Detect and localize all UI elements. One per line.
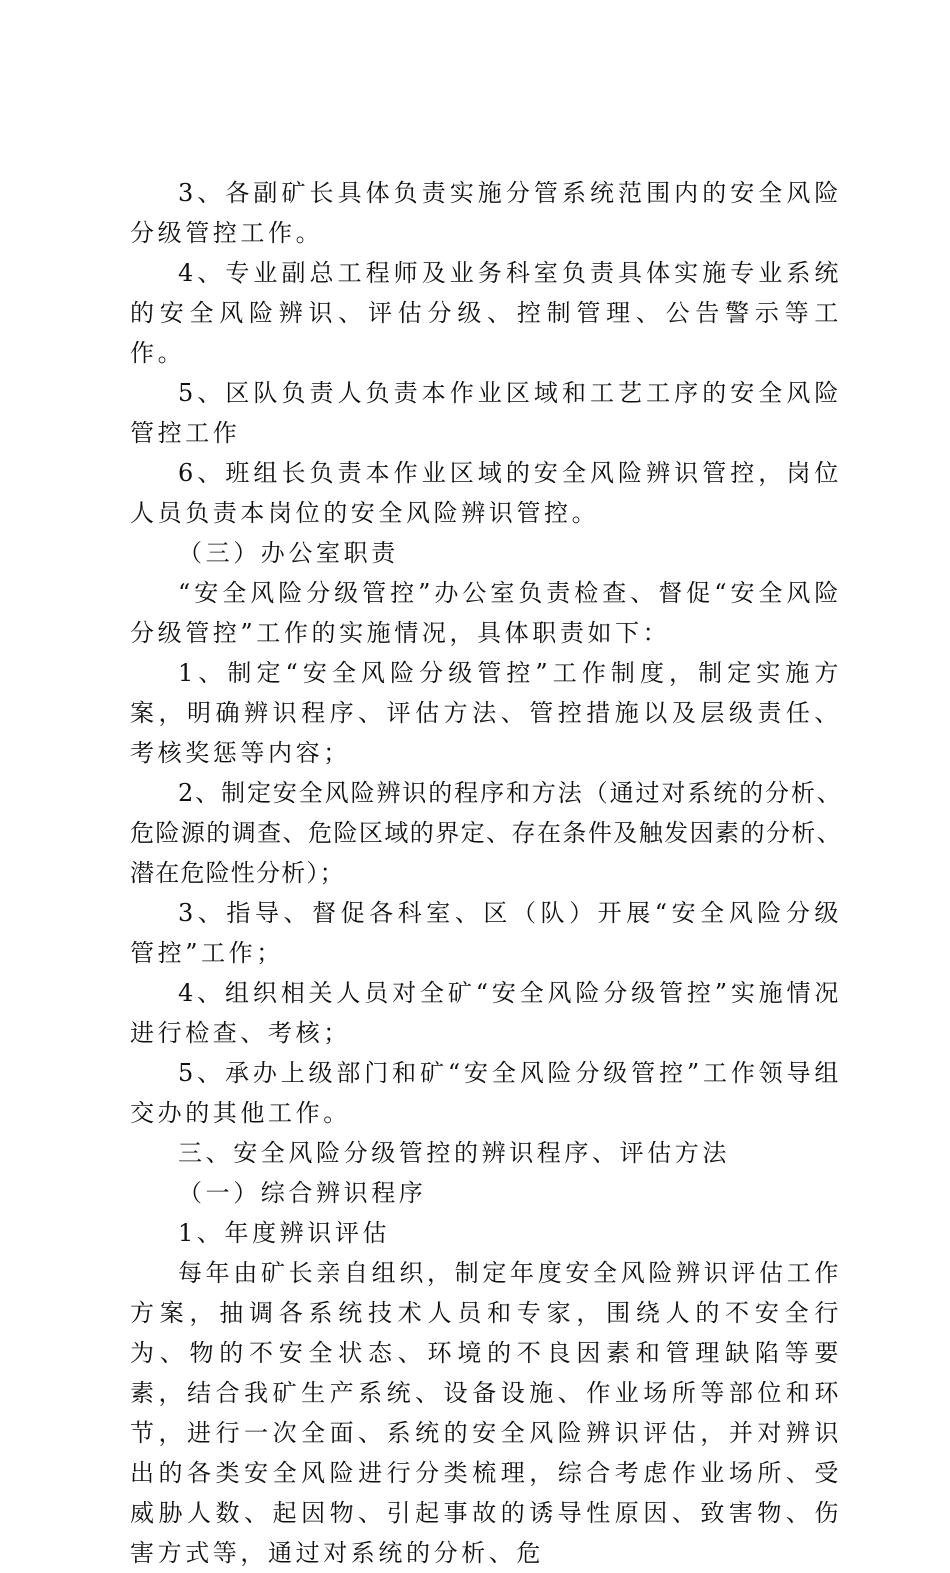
list-item-office-3: 3、指导、督促各科室、区（队）开展“安全风险分级管控”工作；	[130, 899, 842, 967]
section-heading-identification: 三、安全风险分级管控的辨识程序、评估方法	[178, 1139, 730, 1167]
paragraph-chief-engineer-duty: 4、专业副总工程师及业务科室负责具体实施专业系统的安全风险辨识、评估分级、控制管理、公告警示等工作。	[130, 259, 842, 367]
section-heading-office-duty: （三）办公室职责	[178, 539, 399, 567]
subsection-heading-annual: 1、年度辨识评估	[178, 1219, 391, 1247]
list-item-office-2: 2、制定安全风险辨识的程序和方法（通过对系统的分析、危险源的调查、危险区域的界定、存在条件及触发因素的分析、潜在危险性分析）；	[130, 779, 842, 887]
paragraph-annual-assessment: 每年由矿长亲自组织，制定年度安全风险辨识评估工作方案，抽调各系统技术人员和专家，围绕人的不安全行为、物的不安全状态、环境的不良因素和管理缺陷等要素，结合我矿生产系统、设备设施、作业场所等部位和环节，进行一次全面、系统的安全风险辨识评估，并对辨识出的各类安全风险进行分类梳理，综合考虑作业场所、受威胁人数、起因物、引起事故的诱导性原因、致害物、伤害方式等，通过对系统的分析、危	[130, 1259, 842, 1567]
paragraph-group-leader-duty: 6、班组长负责本作业区域的安全风险辨识管控，岗位人员负责本岗位的安全风险辨识管控。	[130, 459, 842, 527]
paragraph-team-leader-duty: 5、区队负责人负责本作业区域和工艺工序的安全风险管控工作	[130, 379, 842, 447]
subsection-heading-comprehensive: （一）综合辨识程序	[178, 1179, 427, 1207]
list-item-office-4: 4、组织相关人员对全矿“安全风险分级管控”实施情况进行检查、考核；	[130, 979, 842, 1047]
document-body	[130, 173, 842, 1573]
paragraph-vice-director-duty: 3、各副矿长具体负责实施分管系统范围内的安全风险分级管控工作。	[130, 179, 842, 247]
list-item-office-5: 5、承办上级部门和矿“安全风险分级管控”工作领导组交办的其他工作。	[130, 1059, 842, 1127]
paragraph-office-intro: “安全风险分级管控”办公室负责检查、督促“安全风险分级管控”工作的实施情况，具体职责如下：	[130, 579, 842, 647]
list-item-office-1: 1、制定“安全风险分级管控”工作制度，制定实施方案，明确辨识程序、评估方法、管控措施以及层级责任、考核奖惩等内容；	[130, 659, 842, 767]
